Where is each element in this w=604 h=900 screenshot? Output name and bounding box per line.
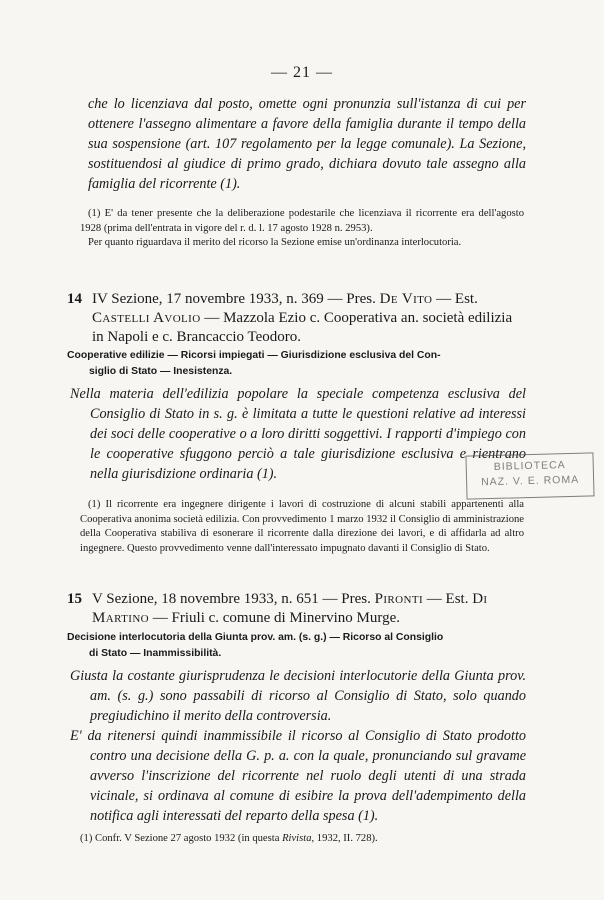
- estensore-name: Castelli Avolio: [92, 310, 201, 326]
- heading-line-2: siglio di Stato — Inesistenza.: [89, 366, 233, 377]
- parties: — Friuli c. comune di Minervino Murge.: [152, 610, 400, 626]
- decision-reference: V Sezione, 18 novembre 1933, n. 651 — Pres.: [92, 591, 371, 607]
- journal-title: Rivista: [282, 833, 312, 844]
- heading-line-1: Cooperative edilizie — Ricorsi impiegati — Giurisdizione esclusiva del Con-: [67, 350, 441, 361]
- footnote-prefix: (1) Confr. V Sezione 27 agosto 1932 (in questa: [80, 833, 280, 844]
- intro-footnote-1: (1) E' da tener presente che la deliberazione podestarile che licenziava il ricorrente era dell'agosto 1928 (prima dell'entrata in vigore del r. d. l. 17 agosto 1928 n. 2953).: [80, 208, 524, 234]
- entry-15-heading: [67, 630, 527, 662]
- decision-reference: IV Sezione, 17 novembre 1933, n. 369 — Pres.: [92, 291, 376, 307]
- page-number: — 21 —: [271, 64, 333, 81]
- entry-15: [67, 590, 527, 628]
- maxim-2: E' da ritenersi quindi inammissibile il ricorso al Consiglio di Stato prodotto contro una decisione della G. p. a. con la quale, pronunciando sul gravame avverso l'inscrizione del ricorrente nel ruolo degli utenti di una strada vicinale, si ordinava al comune di esibire la prova dell'adempimento della notifica agli interessati del reparto della spesa (1).: [70, 728, 526, 824]
- entry-14-maxim: [70, 384, 526, 484]
- entry-citation: [92, 290, 527, 347]
- president-name: Pironti: [374, 591, 424, 607]
- intro-footnotes: [80, 207, 524, 251]
- footnote-suffix: , 1932, II. 728).: [311, 833, 378, 844]
- heading-line-1: Decisione interlocutoria della Giunta prov. am. (s. g.) — Ricorso al Consiglio: [67, 632, 444, 643]
- intro-text: che lo licenziava dal posto, omette ogni pronunzia sull'istanza di cui per ottenere l'assegno alimentare a favore della famiglia durante il tempo della sua sospensione (art. 107 regolamento per la legge comunale). La Sezione, sostituendosi al giudice di primo grado, dichiara dovuto tale assegno alla famiglia del ricorrente (1).: [88, 96, 526, 192]
- maxim-text: Nella materia dell'edilizia popolare la speciale competenza esclusiva del Consiglio di Stato in s. g. è limitata a tutte le questioni relative ad interessi dei soci delle cooperative o a loro diritti soggettivi. I rapporti d'impiego con le cooperative sfuggono perciò a tale giurisdizione esclusiva e rientrano nella giurisdizione ordinaria (1).: [70, 386, 526, 482]
- entry-citation: [92, 590, 527, 628]
- library-stamp: [465, 452, 594, 499]
- intro-paragraph: [88, 94, 526, 194]
- estensore-label: — Est.: [426, 591, 469, 607]
- estensore-name: Di Martino: [92, 591, 488, 626]
- entry-number: 15: [67, 591, 82, 607]
- intro-footnote-2: Per quanto riguardava il merito del ricorso la Sezione emise un'ordinanza interlocutoria.: [88, 237, 462, 248]
- stamp-line-1: BIBLIOTECA: [493, 459, 566, 473]
- entry-14-heading: [67, 348, 527, 380]
- entry-number: 14: [67, 291, 82, 307]
- heading-line-2: di Stato — Inammissibilità.: [89, 648, 222, 659]
- entry-15-maxims: [70, 666, 526, 826]
- footnote-text: (1) Il ricorrente era ingegnere dirigente i lavori di costruzione di alcuni stabili appartenenti alla Cooperativa anonima società edilizia. Con provvedimento 1 marzo 1932 il Consiglio di amministrazione della Cooperativa stabiliva di esonerare il ricorrente dalla direzione dei lavori, e di affidarla ad altro ingegnere. Questo provvedimento venne dall'interessato impugnato davanti il Consiglio di Stato.: [80, 499, 524, 554]
- entry-15-footnote: [80, 832, 524, 847]
- maxim-1: Giusta la costante giurisprudenza le decisioni interlocutorie della Giunta prov. am. (s. g.) sono passabili di ricorso al Consiglio di Stato, solo quando pregiudichino il merito della controversia.: [70, 668, 526, 724]
- stamp-line-2: NAZ. V. E. ROMA: [480, 473, 580, 489]
- entry-14: [67, 290, 527, 347]
- parties: — Mazzola Ezio c. Cooperativa an. società edilizia in Napoli e c. Brancaccio Teodoro.: [92, 310, 513, 345]
- entry-14-footnote: [80, 498, 524, 556]
- president-name: De Vito: [379, 291, 433, 307]
- estensore-label: — Est.: [436, 291, 478, 307]
